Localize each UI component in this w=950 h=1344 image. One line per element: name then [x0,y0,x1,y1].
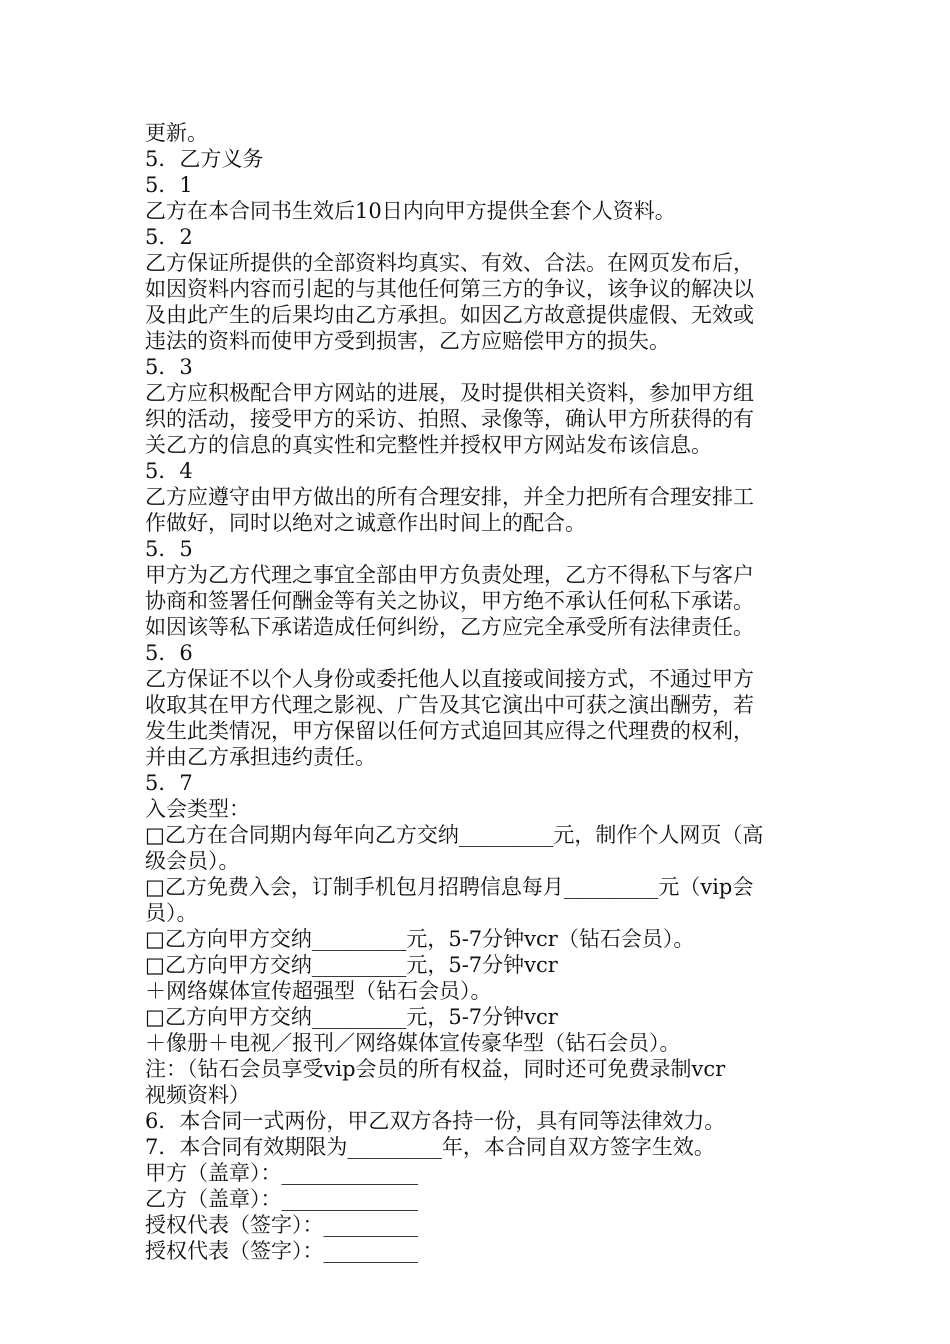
text-line: 乙方应积极配合甲方网站的进展，及时提供相关资料，参加甲方组 [145,381,754,405]
signature-line-party-b: 乙方（盖章）：_____________ [145,1187,418,1211]
clause-number: 5．4 [145,459,193,483]
note-line: 注：（钻石会员享受vip会员的所有权益，同时还可免费录制vcr [145,1057,726,1081]
section-heading: 5．乙方义务 [145,147,264,171]
text-line: 员）。 [145,901,198,925]
membership-option: □乙方向甲方交纳_________元，5-7分钟vcr（钻石会员）。 [145,927,695,951]
text-line: 发生此类情况，甲方保留以任何方式追回其应得之代理费的权利， [145,719,754,743]
text-line: 作做好，同时以绝对之诚意作出时间上的配合。 [145,511,586,535]
text-line: 乙方在本合同书生效后10日内向甲方提供全套个人资料。 [145,199,676,223]
signature-line-party-a: 甲方（盖章）：_____________ [145,1161,418,1185]
text-line: 甲方为乙方代理之事宜全部由甲方负责处理，乙方不得私下与客户 [145,563,754,587]
text-line: 乙方应遵守由甲方做出的所有合理安排，并全力把所有合理安排工 [145,485,754,509]
clause-number: 5．6 [145,641,193,665]
membership-option: □乙方向甲方交纳_________元，5-7分钟vcr [145,953,558,977]
clause-number: 5．1 [145,173,193,197]
signature-line-representative: 授权代表（签字）：_________ [145,1239,418,1263]
clause-number: 5．7 [145,771,193,795]
section-heading: 7．本合同有效期限为_________年，本合同自双方签字生效。 [145,1135,715,1159]
text-line: 织的活动，接受甲方的采访、拍照、录像等，确认甲方所获得的有 [145,407,754,431]
text-line: 乙方保证不以个人身份或委托他人以直接或间接方式，不通过甲方 [145,667,754,691]
clause-number: 5．5 [145,537,193,561]
text-line: 如因资料内容而引起的与其他任何第三方的争议，该争议的解决以 [145,277,754,301]
section-heading: 6．本合同一式两份，甲乙双方各持一份，具有同等法律效力。 [145,1109,726,1133]
text-line: ＋网络媒体宣传超强型（钻石会员）。 [145,979,492,1003]
text-line: ＋像册＋电视／报刊／网络媒体宣传豪华型（钻石会员）。 [145,1031,681,1055]
text-line: 并由乙方承担违约责任。 [145,745,376,769]
clause-number: 5．3 [145,355,193,379]
signature-line-representative: 授权代表（签字）：_________ [145,1213,418,1237]
clause-number: 5．2 [145,225,193,249]
text-line: 协商和签署任何酬金等有关之协议，甲方绝不承认任何私下承诺。 [145,589,754,613]
text-line: 如因该等私下承诺造成任何纠纷，乙方应完全承受所有法律责任。 [145,615,754,639]
membership-option: □乙方在合同期内每年向乙方交纳_________元，制作个人网页（高 [145,823,764,847]
text-line: 及由此产生的后果均由乙方承担。如因乙方故意提供虚假、无效或 [145,303,754,327]
membership-option: □乙方免费入会，订制手机包月招聘信息每月_________元（vip会 [145,875,754,899]
contract-page-body [145,120,810,1264]
membership-type-label: 入会类型： [145,797,250,821]
text-line: 级会员）。 [145,849,240,873]
text-line: 关乙方的信息的真实性和完整性并授权甲方网站发布该信息。 [145,433,712,457]
text-line: 乙方保证所提供的全部资料均真实、有效、合法。在网页发布后， [145,251,754,275]
text-line: 更新。 [145,121,208,145]
membership-option: □乙方向甲方交纳_________元，5-7分钟vcr [145,1005,558,1029]
text-line: 违法的资料而使甲方受到损害，乙方应赔偿甲方的损失。 [145,329,670,353]
text-line: 视频资料） [145,1083,250,1107]
text-line: 收取其在甲方代理之影视、广告及其它演出中可获之演出酬劳，若 [145,693,754,717]
